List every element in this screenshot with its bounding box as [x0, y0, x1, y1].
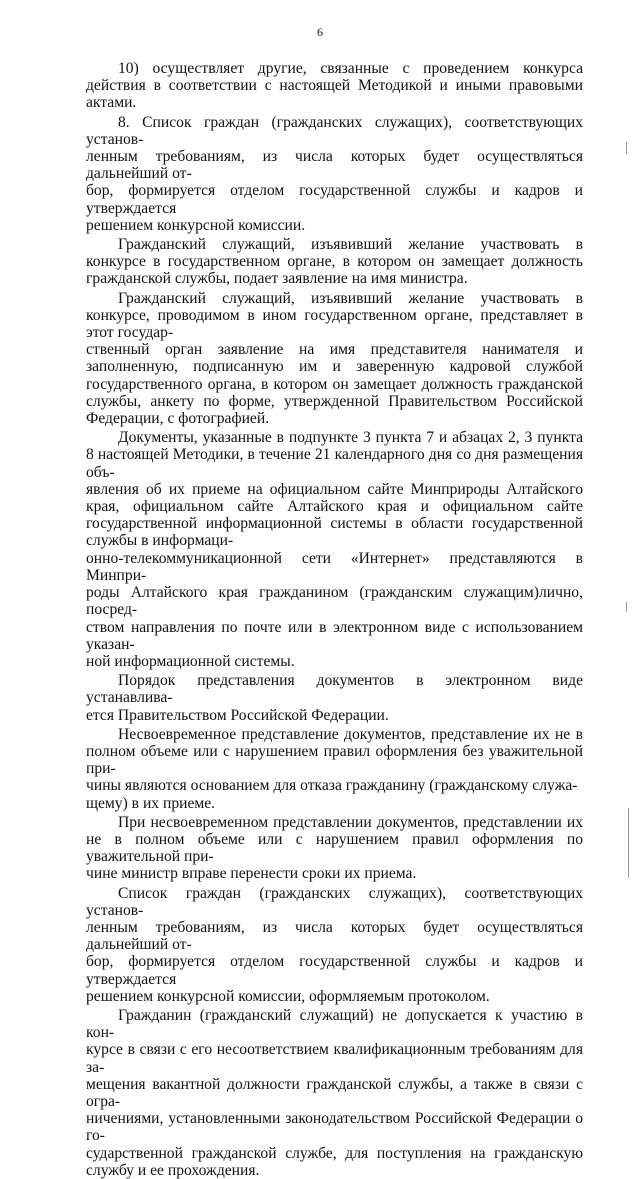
paragraph-electronic-procedure: Порядок представления документов в электронном виде устанавлива- ется Правительством Российской Федерации.: [86, 672, 583, 724]
paragraph-civil-servant-other-body: Гражданский служащий, изъявивший желание участвовать в конкурсе, проводимом в ином государственном органе, представляет в этот государ- ственный орган заявление на имя представителя нанимателя и заполненную, подписанную им и заверенную кадровой службой государственного органа, в котором он замещает должность гражданской службы, анкету по форме, утвержденной Правительством Российской Федерации, с фотографией.: [86, 289, 583, 428]
paragraph-untimely-submission: Несвоевременное представление документов, представление их не в полном объеме или с нарушением правил оформления без уважительной при- чины являются основанием для отказа гражданину (гражданскому служа- щему) в их приеме.: [86, 725, 583, 812]
scan-edge-mark: [626, 602, 627, 612]
scan-edge-mark: [626, 142, 627, 154]
document-body: [86, 60, 583, 1179]
paragraph-8-candidate-list: 8. Список граждан (гражданских служащих), соответствующих установ- ленным требованиям, из числа которых будет осуществляться дальнейший от- бор, формируется отделом государственной службы и кадров и утверждается решением конкурсной комиссии.: [86, 113, 583, 234]
paragraph-admission-refusal: Гражданин (гражданский служащий) не допускается к участию в кон- курсе в связи с его несоответствием квалификационным требованиям для за- мещения вакантной должности гражданской службы, а также в связи с огра- ничениями, установленными законодательством Российской Федерации о го- сударственной гражданской службе, для поступления на гражданскую службу и ее прохождения.: [86, 1006, 583, 1179]
paragraph-candidate-list-protocol: Список граждан (гражданских служащих), соответствующих установ- ленным требованиям, из числа которых будет осуществляться дальнейший от- бор, формируется отделом государственной службы и кадров и утверждается решением конкурсной комиссии, оформляемым протоколом.: [86, 884, 583, 1005]
paragraph-10-other-actions: 10) осуществляет другие, связанные с проведением конкурса действия в соответствии с настоящей Методикой и иными правовыми актами.: [86, 60, 583, 112]
paragraph-valid-reason-extension: При несвоевременном представлении документов, представлении их не в полном объеме или с нарушением правил оформления по уважительной при- чине министр вправе перенести сроки их приема.: [86, 813, 583, 883]
scan-edge-mark: [628, 808, 629, 878]
paragraph-documents-submission: Документы, указанные в подпункте 3 пункта 7 и абзацах 2, 3 пункта 8 настоящей Методики, в течение 21 календарного дня со дня размещения объ- явления об их приеме на официальном сайте Минприроды Алтайского края, официальном сайте Алтайского края и официальном сайте государственной информационной системы в области государственной службы в информаци- онно-телекоммуникационной сети «Интернет» представляются в Минпри- роды Алтайского края гражданином (гражданским служащим)лично, посред- ством направления по почте или в электронном виде с использованием указан- ной информационной системы.: [86, 429, 583, 670]
page-number: 6: [317, 25, 323, 39]
paragraph-civil-servant-same-body: Гражданский служащий, изъявивший желание участвовать в конкурсе в государственном органе, в котором он замещает должность гражданской службы, подает заявление на имя министра.: [86, 236, 583, 288]
